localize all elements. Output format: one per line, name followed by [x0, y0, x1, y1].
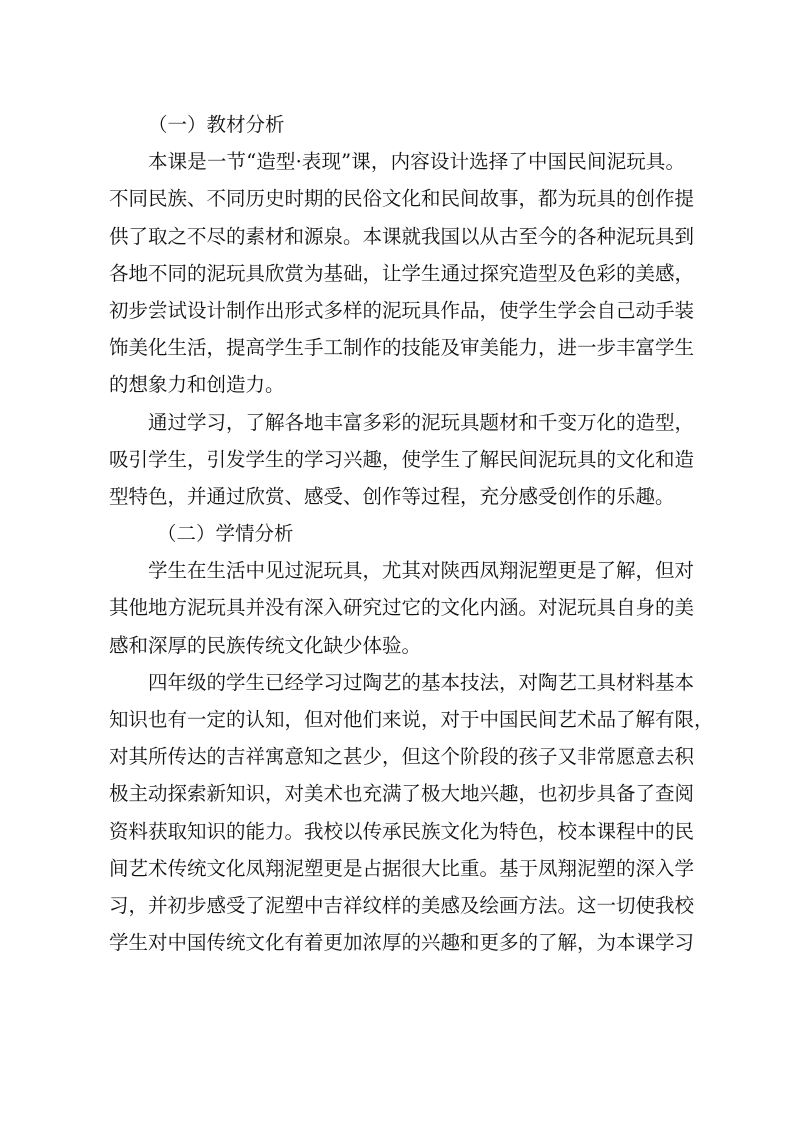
text-line: 极主动探索新知识，对美术也充满了极大地兴趣，也初步具备了查阅	[109, 782, 695, 806]
text-line: 饰美化生活，提高学生手工制作的技能及审美能力，进一步丰富学生	[109, 336, 695, 360]
text-line: 的想象力和创造力。	[109, 373, 285, 397]
text-line: 学生在生活中见过泥玩具，尤其对陕西凤翔泥塑更是了解，但对	[148, 559, 695, 583]
text-line: 感和深厚的民族传统文化缺少体验。	[109, 633, 422, 657]
text-line: 不同民族、不同历史时期的民俗文化和民间故事，都为玩具的创作提	[109, 187, 695, 211]
text-line: 对其所传达的吉祥寓意知之甚少，但这个阶段的孩子又非常愿意去积	[109, 745, 695, 769]
paragraph-textbook-goals	[109, 404, 695, 516]
text-line: 本课是一节“造型·表现”课，内容设计选择了中国民间泥玩具。	[148, 150, 685, 174]
text-line: 资料获取知识的能力。我校以传承民族文化为特色，校本课程中的民	[109, 819, 695, 843]
document-body	[109, 106, 714, 961]
text-line: 型特色，并通过欣赏、感受、创作等过程，充分感受创作的乐趣。	[109, 484, 675, 508]
text-line: 其他地方泥玩具并没有深入研究过它的文化内涵。对泥玩具自身的美	[109, 596, 695, 620]
text-line: 间艺术传统文化凤翔泥塑更是占据很大比重。基于凤翔泥塑的深入学	[109, 856, 695, 880]
text-line: 初步尝试设计制作出形式多样的泥玩具作品，使学生学会自己动手装	[109, 298, 695, 322]
text-line: 知识也有一定的认知，但对他们来说，对于中国民间艺术品了解有限，	[109, 708, 714, 731]
text-line: 吸引学生，引发学生的学习兴趣，使学生了解民间泥玩具的文化和造	[109, 447, 695, 471]
text-line: 习，并初步感受了泥塑中吉祥纹样的美感及绘画方法。这一切使我校	[109, 893, 695, 917]
text-line: 四年级的学生已经学习过陶艺的基本技法，对陶艺工具材料基本	[148, 670, 695, 694]
paragraph-student-knowledge	[109, 664, 714, 962]
section-heading-textbook-analysis: （一）教材分析	[148, 113, 285, 136]
section-heading-student-analysis: （二）学情分析	[157, 522, 294, 546]
text-line: 学生对中国传统文化有着更加浓厚的兴趣和更多的了解，为本课学习	[109, 931, 695, 955]
text-line: 各地不同的泥玩具欣赏为基础，让学生通过探究造型及色彩的美感，	[109, 261, 695, 285]
text-line: 供了取之不尽的素材和源泉。本课就我国以从古至今的各种泥玩具到	[109, 224, 695, 248]
paragraph-textbook-intro	[109, 143, 695, 403]
text-line: 通过学习，了解各地丰富多彩的泥玩具题材和千变万化的造型，	[148, 410, 695, 434]
paragraph-student-experience	[109, 552, 695, 664]
